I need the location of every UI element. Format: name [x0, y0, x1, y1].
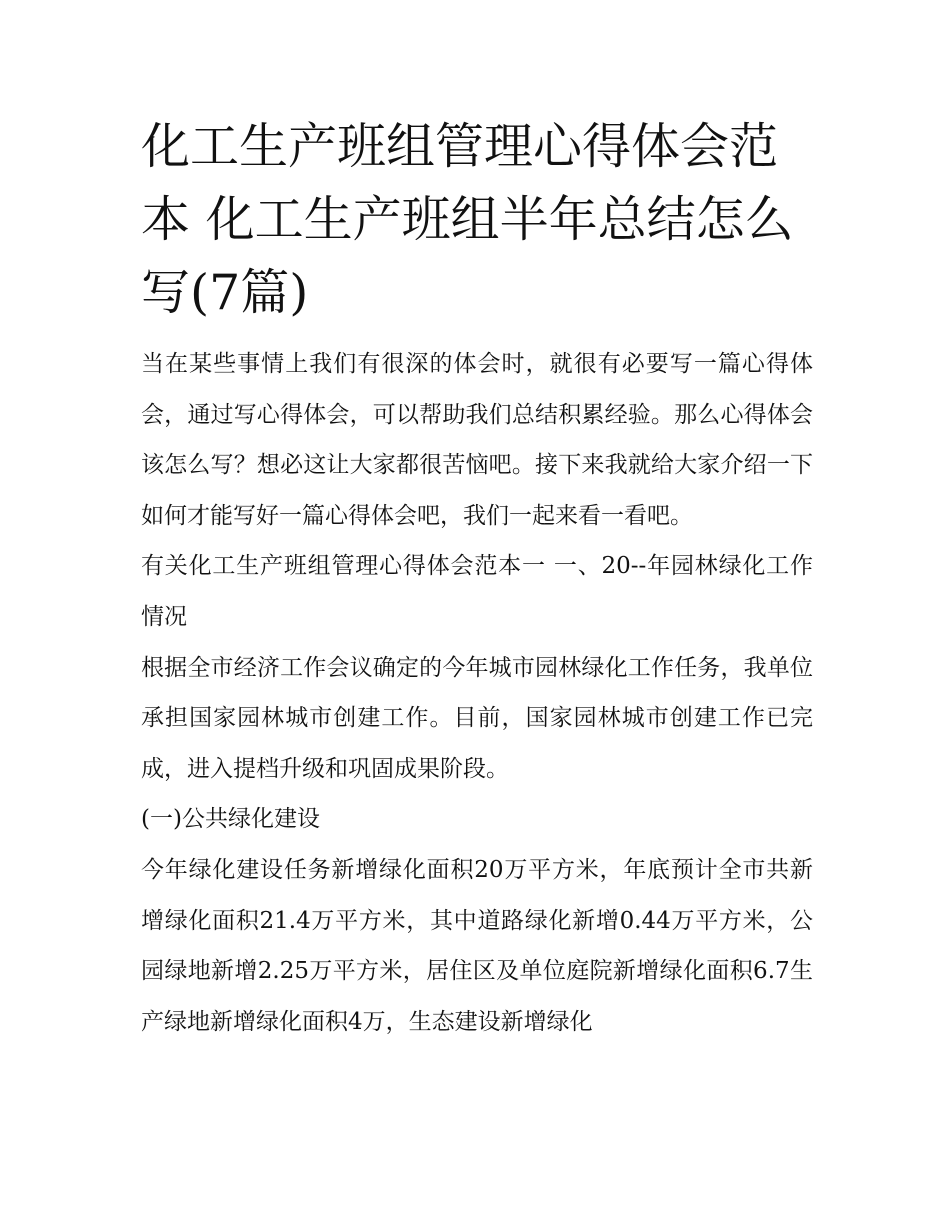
- paragraph-intro: 当在某些事情上我们有很深的体会时，就很有必要写一篇心得体会，通过写心得体会，可以帮助我们总结积累经验。那么心得体会该怎么写？想必这让大家都很苦恼吧。接下来我就给大家介绍一下如何才能写好一篇心得体会吧，我们一起来看一看吧。: [141, 351, 813, 529]
- paragraph-task-overview: 根据全市经济工作会议确定的今年城市园林绿化工作任务，我单位承担国家园林城市创建工作。目前，国家园林城市创建工作已完成，进入提档升级和巩固成果阶段。: [141, 654, 813, 782]
- paragraph-section-heading: 有关化工生产班组管理心得体会范本一 一、20--年园林绿化工作情况: [141, 553, 813, 630]
- document-page: [141, 110, 813, 1047]
- paragraph-subheading-public-greening: (一)公共绿化建设: [141, 806, 320, 833]
- document-title: 化工生产班组管理心得体会范本 化工生产班组半年总结怎么写(7篇): [141, 118, 794, 321]
- paragraph-greening-details: 今年绿化建设任务新增绿化面积20万平方米，年底预计全市共新增绿化面积21.4万平方米，其中道路绿化新增0.44万平方米，公园绿地新增2.25万平方米，居住区及单位庭院新增绿化面积6.7生产绿地新增绿化面积4万，生态建设新增绿化: [141, 856, 813, 1035]
